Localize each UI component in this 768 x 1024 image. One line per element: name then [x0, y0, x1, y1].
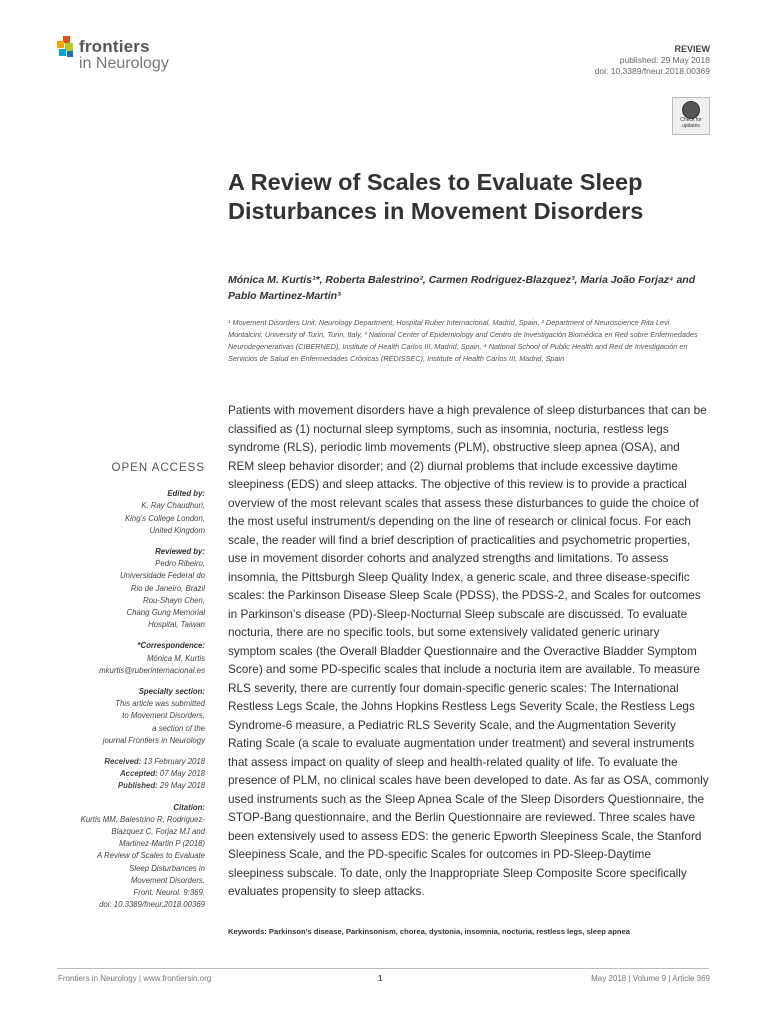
- published-label: Published:: [117, 781, 158, 791]
- article-meta-header: [595, 44, 710, 77]
- specialty-line: journal Frontiers in Neurology: [102, 735, 205, 745]
- page-number: 1: [378, 974, 383, 983]
- journal-logo[interactable]: [57, 33, 197, 83]
- received-label: Received:: [104, 757, 142, 767]
- footer-volume-info: May 2018 | Volume 9 | Article 369: [591, 974, 710, 983]
- editor-line: K. Ray Chaudhuri,: [141, 501, 205, 511]
- reviewer-line: Rou-Shayn Chen,: [143, 595, 205, 605]
- doi-link[interactable]: doi: 10.3389/fneur.2018.00369: [594, 66, 710, 76]
- affiliations: ¹ Movement Disorders Unit, Neurology Department, Hospital Ruber Internacional, Madrid, Spain, ² Department of Neuroscience Rita Levi Montalcini, University of Turin, Turin, Italy, ³ National Center of Epidemiology and Centro de Investigación Biomédica en Red sobre Enfermedades Neurodegenerativas (CIBERNED), Institute of Health Carlos III, Madrid, Spain, ⁴ National School of Public Health and Red de Investigación en Servicios de Salud en Enfermedades Crónicas (REDISSEC), Institute of Health Carlos III, Madrid, Spain: [228, 318, 698, 363]
- citation-line: Martinez-Martin P (2018): [119, 839, 205, 849]
- published-date: published: 29 May 2018: [619, 55, 710, 65]
- specialty-label: Specialty section:: [138, 687, 205, 697]
- specialty-line: This article was submitted: [115, 699, 205, 709]
- correspondence-name: Mónica M. Kurtis: [146, 653, 205, 663]
- reviewed-by-label: Reviewed by:: [155, 547, 205, 557]
- citation-line: Movement Disorders.: [130, 875, 205, 885]
- reviewer-line: Chang Gung Memorial: [126, 608, 205, 618]
- reviewer-line: Pedro Ribeiro,: [155, 559, 205, 569]
- reviewer-line: Hospital, Taiwan: [148, 620, 205, 630]
- check-for-updates-badge[interactable]: [672, 97, 710, 135]
- accepted-value: 07 May 2018: [159, 769, 205, 779]
- published-value: 29 May 2018: [159, 781, 205, 791]
- specialty-section: [58, 686, 205, 747]
- author-list: Mónica M. Kurtis¹*, Roberta Balestrino², Carmen Rodriguez-Blazquez³, Maria João Forjaz⁴ and Pablo Martinez-Martin³: [228, 274, 696, 302]
- article-info-sidebar: [58, 462, 205, 921]
- received-date: [58, 756, 205, 768]
- article-title: A Review of Scales to Evaluate Sleep Disturbances in Movement Disorders: [228, 169, 644, 224]
- citation-line: A Review of Scales to Evaluate: [96, 851, 205, 861]
- logo-journal-name: in Neurology: [79, 55, 169, 72]
- open-access-label: OPEN ACCESS: [111, 462, 205, 474]
- editor-line: King’s College London,: [124, 513, 205, 523]
- published-date-sidebar: [58, 780, 205, 792]
- received-value: 13 February 2018: [143, 757, 205, 767]
- correspondence-email[interactable]: mkurtis@ruberinternacional.es: [99, 665, 205, 675]
- footer-divider: [57, 968, 709, 969]
- citation-doi[interactable]: doi: 10.3389/fneur.2018.00369: [99, 900, 205, 910]
- reviewer-line: Universidade Federal do: [120, 571, 205, 581]
- dates-section: [58, 756, 205, 793]
- keywords: Keywords: Parkinson’s disease, Parkinsonism, chorea, dystonia, insomnia, nocturia, restless legs, sleep apnea: [228, 927, 630, 936]
- frontiers-logo-icon: [57, 36, 77, 60]
- article-type: REVIEW: [674, 44, 710, 54]
- accepted-label: Accepted:: [120, 769, 158, 779]
- specialty-line: to Movement Disorders,: [122, 711, 205, 721]
- edited-by-label: Edited by:: [167, 489, 205, 499]
- citation-line: Kurtis MM, Balestrino R, Rodriguez-: [80, 814, 205, 824]
- editor-line: United Kingdom: [149, 525, 205, 535]
- logo-brand: frontiers: [79, 37, 150, 56]
- citation-label: Citation:: [173, 802, 205, 812]
- reviewer-line: Rio de Janeiro, Brazil: [130, 583, 205, 593]
- reviewed-by-section: [58, 546, 205, 631]
- abstract-text: Patients with movement disorders have a high prevalence of sleep disturbances that can be classified as (1) nocturnal sleep symptoms, such as insomnia, nocturia, restless legs syndrome (RLS), periodic limb movements (PLM), obstructive sleep apnea (OSA), and REM sleep behavior disorder; and (2) diurnal problems that include excessive daytime sleepiness (EDS) and sleep attacks. The objective of this review is to provide a practical overview of the most relevant scales that assess these disturbances to guide the choice of the most useful instrument/s depending on the line of research or clinical focus. For each scale, the reader will find a brief description of practicalities and psychometric properties, use in movement disorder cohorts and analyzed strengths and limitations. To assess insomnia, the Pittsburgh Sleep Quality Index, a generic scale, and three disease-specific scales: the Parkinson Disease Sleep Scale (PDSS), the PDSS-2, and Scales for outcomes in Parkinson’s disease (PD)-Sleep-Nocturnal Sleep subscale are discussed. To evaluate nocturia, there are no specific tools, but some extensively validated generic urinary symptom scales (the Overall Bladder Questionnaire and the Overactive Bladder Symptom Score) and some PD-specific scales that include a nocturia item are available. To measure RLS severity, there are currently four domain-specific generic scales: The International Restless Legs Scale, the Johns Hopkins Restless Legs Severity Scale, the Restless Legs Syndrome-6 measure, a Pediatric RLS Severity Scale, and the Augmentation Severity Rating Scale (a scale to evaluate augmentation under treatment) and several instruments that assess impact on quality of sleep and health-related quality of life. To evaluate the presence of PLM, no clinical scales have been developed to date. As far as OSA, commonly used instruments such as the Sleep Apnea Scale of the Sleep Disorders Questionnaire, the STOP-Bang questionnaire, and the Berlin Questionnaire are reviewed. Three scales have been extensively used to assess EDS: the generic Epworth Sleepiness Scale, the Stanford Sleepiness Scale, and the PD-specific Scales for outcomes in PD-Sleep-Daytime sleepiness subscale. To date, only the Inappropriate Sleep Composite Score specifically evaluates propensity to sleep attacks.: [228, 403, 709, 898]
- citation-line: Blazquez C, Forjaz MJ and: [111, 827, 205, 837]
- accepted-date: [58, 768, 205, 780]
- citation-line: Sleep Disturbances in: [129, 863, 205, 873]
- correspondence-label: *Correspondence:: [137, 641, 205, 651]
- citation-section: [58, 802, 205, 912]
- footer-journal-link[interactable]: Frontiers in Neurology | www.frontiersin.org: [58, 974, 212, 983]
- edited-by-section: [58, 488, 205, 537]
- updates-label: Check for updates: [680, 117, 702, 129]
- specialty-line: a section of the: [152, 723, 205, 733]
- correspondence-section: [58, 640, 205, 677]
- citation-line: Front. Neurol. 9:369.: [133, 888, 205, 898]
